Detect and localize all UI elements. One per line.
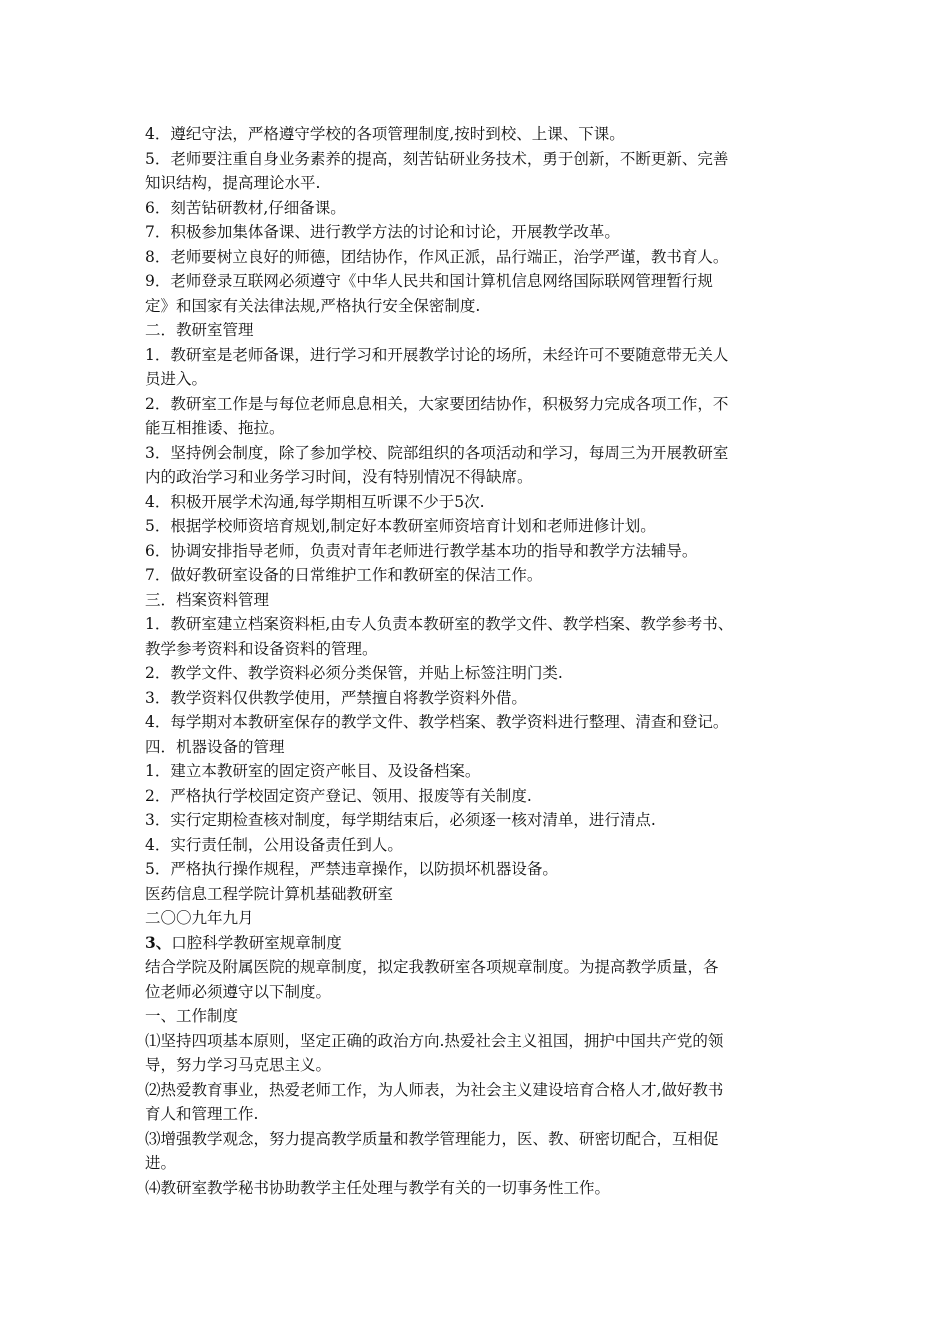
text-line: 3．坚持例会制度，除了参加学校、院部组织的各项活动和学习，每周三为开展教研室 [145,443,729,462]
text-line: 2．严格执行学校固定资产登记、领用、报废等有关制度. [145,786,532,805]
text-line: 能互相推诿、拖拉。 [145,419,285,437]
section-3-title: 口腔科学教研室规章制度 [171,933,342,952]
text-line: 进。 [145,1154,177,1172]
section-heading: 三．档案资料管理 [145,590,270,609]
text-line: 育人和管理工作. [145,1105,259,1123]
text-line: 5．严格执行操作规程，严禁违章操作，以防损坏机器设备。 [145,860,558,878]
text-line: 1．建立本教研室的固定资产帐目、及设备档案。 [145,762,481,780]
text-line: ⑴坚持四项基本原则，坚定正确的政治方向.热爱社会主义祖国，拥护中国共产党的领 [145,1031,724,1050]
signature-date: 二〇〇九年九月 [145,909,254,927]
text-line: 4．每学期对本教研室保存的教学文件、教学档案、教学资料进行整理、清查和登记。 [145,713,729,731]
text-line: 定》和国家有关法律法规,严格执行安全保密制度. [145,296,481,315]
text-line: 7．积极参加集体备课、进行教学方法的讨论和讨论，开展教学改革。 [145,223,620,241]
text-line: 4．实行责任制，公用设备责任到人。 [145,835,403,854]
section-3-number: 3、 [145,932,172,952]
text-line: 1．教研室建立档案资料柜,由专人负责本教研室的教学文件、教学档案、教学参考书、 [145,615,734,633]
text-line: 2．教学文件、教学资料必须分类保管，并贴上标签注明门类. [145,664,563,682]
signature-department: 医药信息工程学院计算机基础教研室 [145,884,394,903]
text-line: 7．做好教研室设备的日常维护工作和教研室的保洁工作。 [145,566,543,584]
section-heading: 一、工作制度 [145,1007,239,1025]
text-line: ⑶增强教学观念，努力提高教学质量和教学管理能力，医、教、研密切配合，互相促 [145,1129,719,1148]
text-line: 5．老师要注重自身业务素养的提高，刻苦钻研业务技术，勇于创新，不断更新、完善 [145,149,729,168]
text-line: 6．协调安排指导老师，负责对青年老师进行教学基本功的指导和教学方法辅导。 [145,541,698,560]
document-page [145,122,810,1200]
text-line: 结合学院及附属医院的规章制度，拟定我教研室各项规章制度。为提高教学质量，各 [145,958,719,976]
text-line: 3．教学资料仅供教学使用，严禁擅自将教学资料外借。 [145,688,527,707]
text-line: 8．老师要树立良好的师德，团结协作，作风正派，品行端正，治学严谨，教书育人。 [145,247,729,266]
text-line: 导，努力学习马克思主义。 [145,1056,332,1074]
text-line: 5．根据学校师资培育规划,制定好本教研室师资培育计划和老师进修计划。 [145,517,656,535]
text-line: ⑷教研室教学秘书协助教学主任处理与教学有关的一切事务性工作。 [145,1178,611,1197]
text-line: 内的政治学习和业务学习时间，没有特别情况不得缺席。 [145,468,533,486]
section-heading: 四．机器设备的管理 [145,737,285,756]
text-line: 2．教研室工作是与每位老师息息相关，大家要团结协作，积极努力完成各项工作，不 [145,394,729,413]
section-3-heading [145,931,810,956]
text-line: 知识结构，提高理论水平. [145,174,321,192]
text-line: 位老师必须遵守以下制度。 [145,982,332,1001]
section-heading: 二．教研室管理 [145,321,254,339]
text-line: 4．遵纪守法，严格遵守学校的各项管理制度,按时到校、上课、下课。 [145,125,625,143]
text-line: 教学参考资料和设备资料的管理。 [145,639,378,658]
text-line: 9．老师登录互联网必须遵守《中华人民共和国计算机信息网络国际联网管理暂行规 [145,272,713,290]
text-line: 1．教研室是老师备课，进行学习和开展教学讨论的场所，未经许可不要随意带无关人 [145,345,729,364]
text-line: 员进入。 [145,370,208,388]
text-line: 6．刻苦钻研教材,仔细备课。 [145,198,346,217]
text-line: 3．实行定期检查核对制度，每学期结束后，必须逐一核对清单，进行清点. [145,811,656,829]
text-line: ⑵热爱教育事业，热爱老师工作，为人师表，为社会主义建设培育合格人才,做好教书 [145,1080,724,1099]
text-line: 4．积极开展学术沟通,每学期相互听课不少于5次. [145,492,485,511]
